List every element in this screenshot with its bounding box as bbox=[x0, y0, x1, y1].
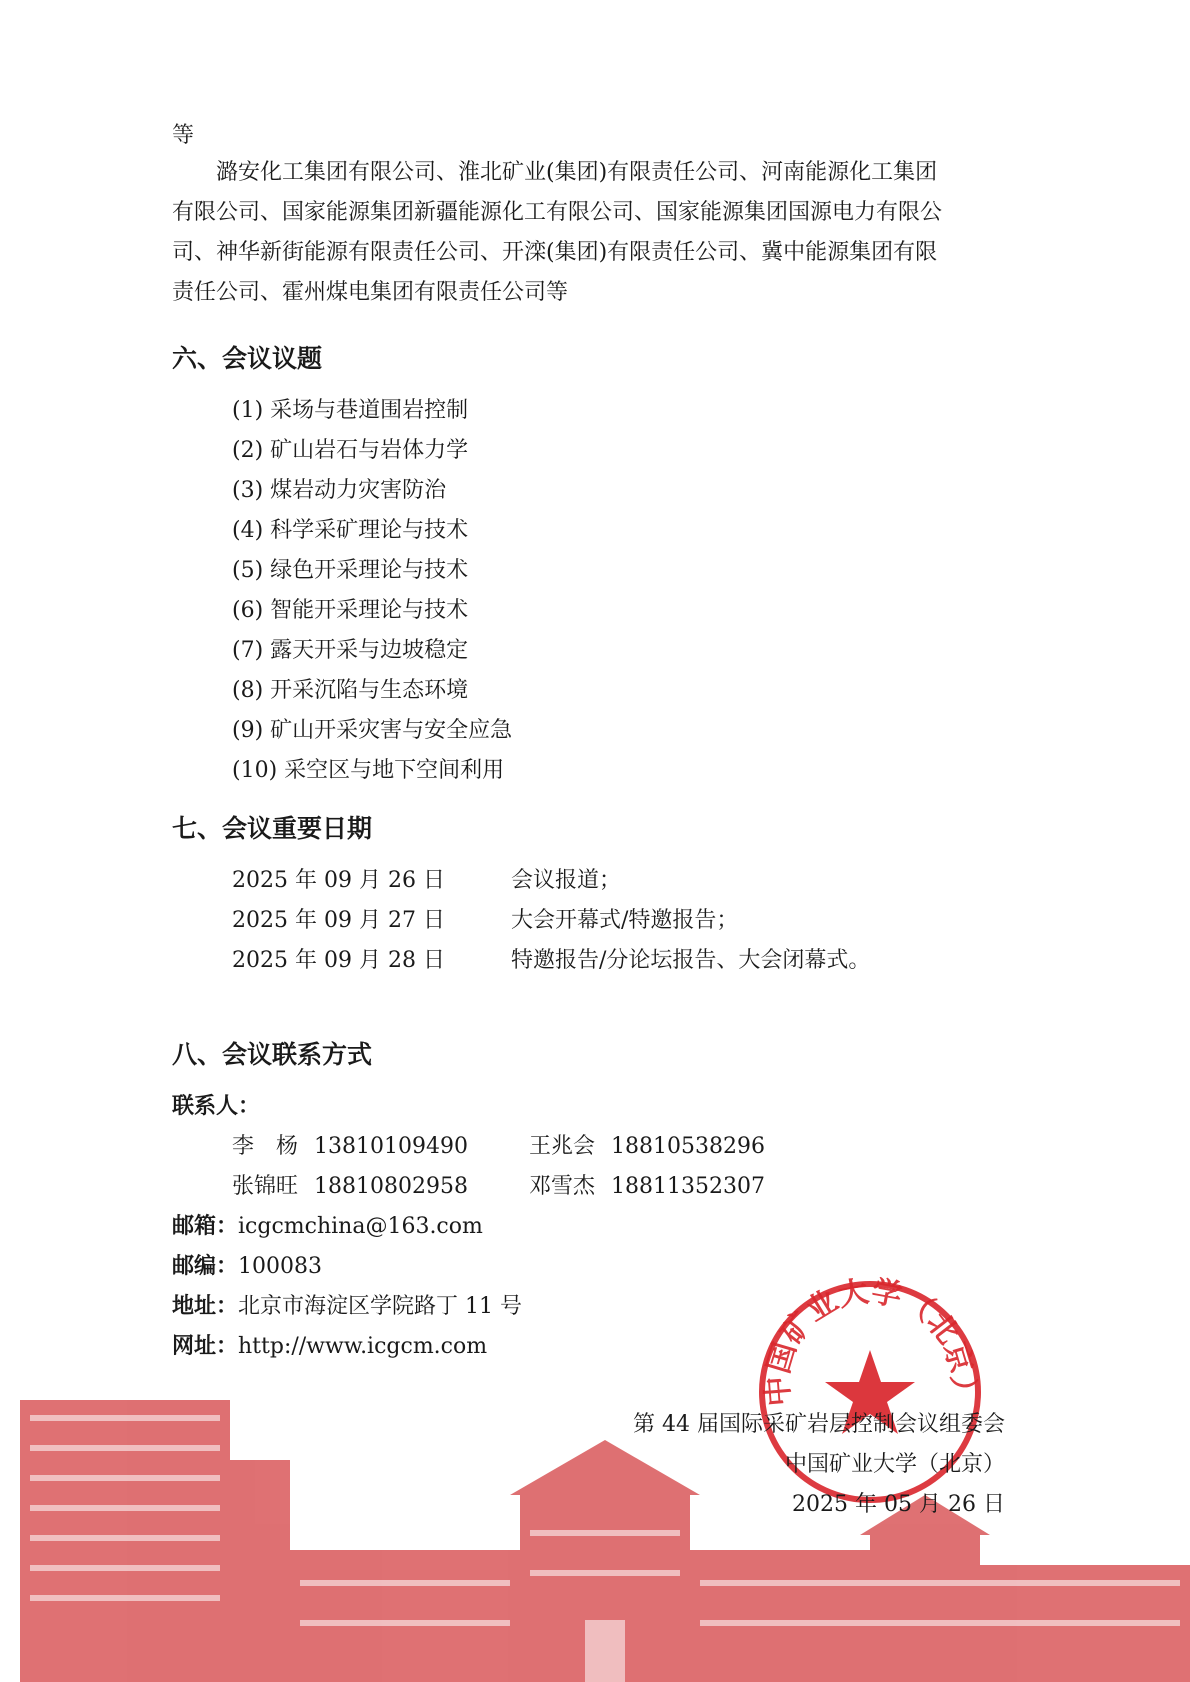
address-label: 地址： bbox=[172, 1294, 239, 1319]
email-value[interactable]: icgcmchina@163.com bbox=[238, 1214, 483, 1239]
topic-item: (10) 采空区与地下空间利用 bbox=[232, 758, 505, 783]
email-label: 邮箱： bbox=[172, 1214, 239, 1239]
address-row bbox=[172, 1292, 522, 1322]
companies-line: 有限公司、国家能源集团新疆能源化工有限公司、国家能源集团国源电力有限公 bbox=[172, 200, 943, 225]
intro-fragment: 等 bbox=[172, 123, 195, 148]
contact-phone: 18811352307 bbox=[611, 1174, 765, 1199]
contact-name: 王兆会 bbox=[529, 1134, 596, 1159]
contact-phone: 18810802958 bbox=[314, 1174, 468, 1199]
topic-item: (9) 矿山开采灾害与安全应急 bbox=[232, 718, 513, 743]
contact-name: 张锦旺 bbox=[232, 1174, 299, 1199]
date-value: 2025 年 09 月 27 日 bbox=[232, 908, 445, 933]
date-event: 大会开幕式/特邀报告； bbox=[511, 908, 739, 933]
date-value: 2025 年 09 月 26 日 bbox=[232, 868, 445, 893]
topic-item: (5) 绿色开采理论与技术 bbox=[232, 558, 469, 583]
contacts-label: 联系人： bbox=[172, 1094, 261, 1119]
website-label: 网址： bbox=[172, 1334, 239, 1359]
topic-item: (8) 开采沉陷与生态环境 bbox=[232, 678, 469, 703]
address-value: 北京市海淀区学院路丁 11 号 bbox=[238, 1294, 522, 1319]
topic-item: (2) 矿山岩石与岩体力学 bbox=[232, 438, 469, 463]
signature-university: 中国矿业大学（北京） bbox=[784, 1452, 1005, 1477]
postcode-row bbox=[172, 1252, 322, 1282]
website-row bbox=[172, 1332, 487, 1362]
website-value[interactable]: http://www.icgcm.com bbox=[238, 1334, 488, 1359]
section-heading-contact: 八、会议联系方式 bbox=[172, 1040, 373, 1069]
signature-org: 第 44 届国际采矿岩层控制会议组委会 bbox=[633, 1412, 1005, 1437]
topic-item: (3) 煤岩动力灾害防治 bbox=[232, 478, 447, 503]
postcode-label: 邮编： bbox=[172, 1254, 239, 1279]
signature-date: 2025 年 05 月 26 日 bbox=[792, 1492, 1005, 1517]
seal-text: 中国矿业大学（北京） bbox=[760, 1274, 980, 1408]
date-event: 特邀报告/分论坛报告、大会闭幕式。 bbox=[511, 948, 871, 973]
topic-item: (4) 科学采矿理论与技术 bbox=[232, 518, 469, 543]
postcode-value: 100083 bbox=[238, 1254, 322, 1279]
companies-line: 司、神华新街能源有限责任公司、开滦(集团)有限责任公司、冀中能源集团有限 bbox=[172, 240, 938, 265]
campus-building-illustration bbox=[0, 1380, 1190, 1682]
date-value: 2025 年 09 月 28 日 bbox=[232, 948, 445, 973]
companies-line: 潞安化工集团有限公司、淮北矿业(集团)有限责任公司、河南能源化工集团 bbox=[216, 160, 938, 185]
contact-phone: 18810538296 bbox=[611, 1134, 765, 1159]
date-event: 会议报道； bbox=[511, 868, 622, 893]
contact-name: 李 杨 bbox=[232, 1134, 299, 1159]
email-row bbox=[172, 1212, 483, 1242]
contact-phone: 13810109490 bbox=[314, 1134, 468, 1159]
companies-line: 责任公司、霍州煤电集团有限责任公司等 bbox=[172, 280, 569, 305]
contact-name: 邓雪杰 bbox=[529, 1174, 596, 1199]
section-heading-topics: 六、会议议题 bbox=[172, 344, 323, 373]
topic-item: (6) 智能开采理论与技术 bbox=[232, 598, 469, 623]
topic-item: (7) 露天开采与边坡稳定 bbox=[232, 638, 469, 663]
section-heading-dates: 七、会议重要日期 bbox=[172, 814, 373, 843]
topic-item: (1) 采场与巷道围岩控制 bbox=[232, 398, 469, 423]
